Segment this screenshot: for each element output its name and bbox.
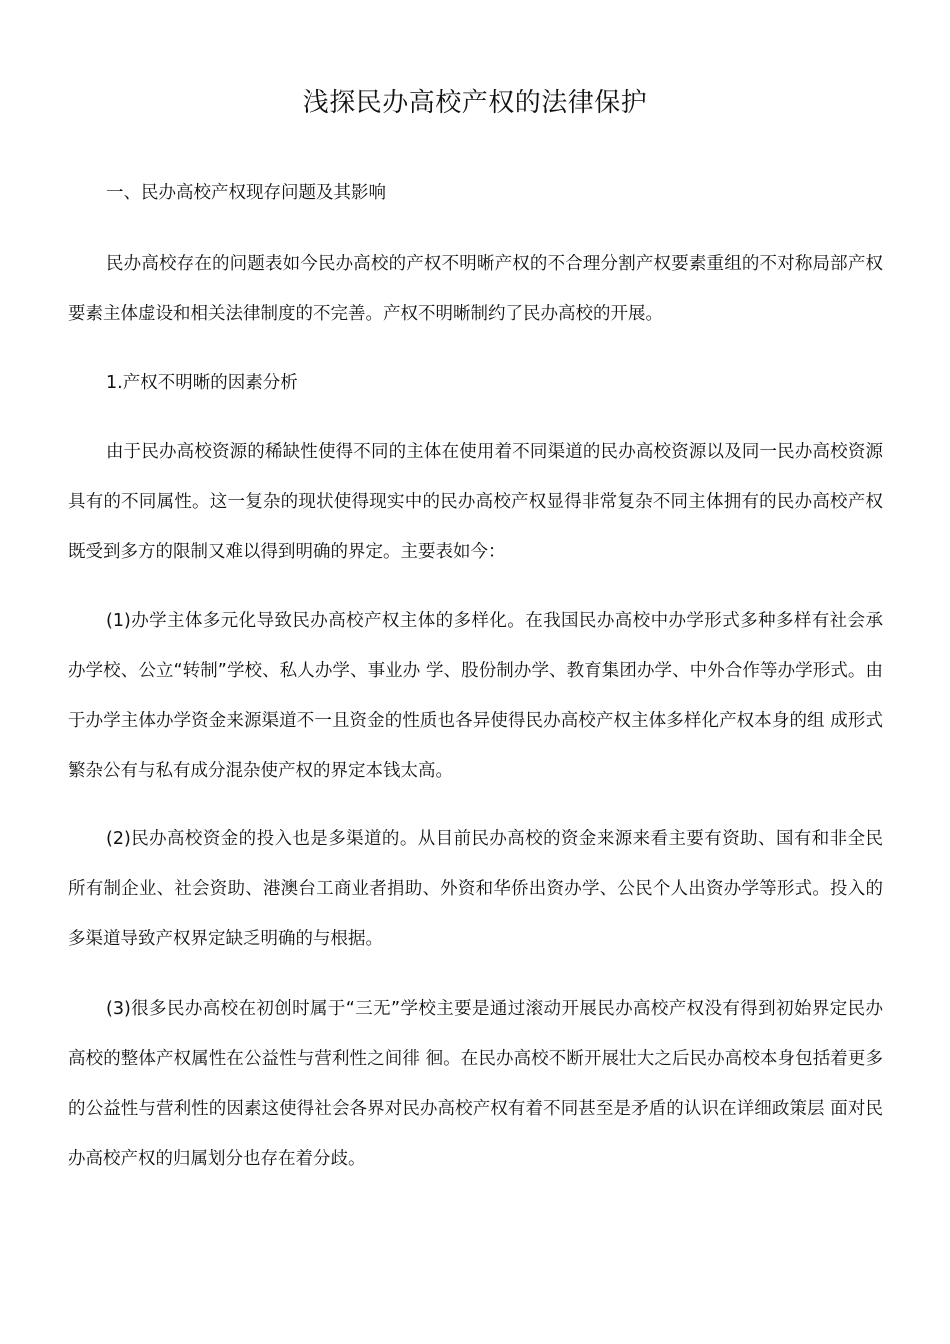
paragraph-3: (1)办学主体多元化导致民办高校产权主体的多样化。在我国民办高校中办学形式多种多样有社会承办学校、公立“转制”学校、私人办学、事业办 学、股份制办学、教育集团办学、中外合作等办学形式。由于办学主体办学资金来源渠道不一且资金的性质也各异使得民办高校产权主体多样化产权本身的组 成形式繁杂公有与私有成分混杂使产权的界定本钱太高。 — [68, 611, 883, 781]
section-heading-1: 一、民办高校产权现存问题及其影响 — [106, 183, 386, 203]
paragraph-1: 民办高校存在的问题表如今民办高校的产权不明晰产权的不合理分割产权要素重组的不对称局部产权要素主体虚设和相关法律制度的不完善。产权不明晰制约了民办高校的开展。 — [68, 254, 883, 324]
paragraph-2: 由于民办高校资源的稀缺性使得不同的主体在使用着不同渠道的民办高校资源以及同一民办高校资源具有的不同属性。这一复杂的现状使得现实中的民办高校产权显得非常复杂不同主体拥有的民办高校产权既受到多方的限制又难以得到明确的界定。主要表如今： — [68, 442, 883, 562]
paragraph-4: (2)民办高校资金的投入也是多渠道的。从目前民办高校的资金来源来看主要有资助、国有和非全民所有制企业、社会资助、港澳台工商业者捐助、外资和华侨出资办学、公民个人出资办学等形式。投入的多渠道导致产权界定缺乏明确的与根据。 — [68, 829, 883, 949]
subsection-heading-1: 1.产权不明晰的因素分析 — [106, 373, 298, 393]
paragraph-5: (3)很多民办高校在初创时属于“三无”学校主要是通过滚动开展民办高校产权没有得到初始界定民办高校的整体产权属性在公益性与营利性之间徘 徊。在民办高校不断开展壮大之后民办高校本身包括着更多的公益性与营利性的因素这使得社会各界对民办高校产权有着不同甚至是矛盾的认识在详细政策层 面对民办高校产权的归属划分也存在着分歧。 — [68, 999, 883, 1169]
document-title: 浅探民办高校产权的法律保护 — [302, 88, 648, 118]
